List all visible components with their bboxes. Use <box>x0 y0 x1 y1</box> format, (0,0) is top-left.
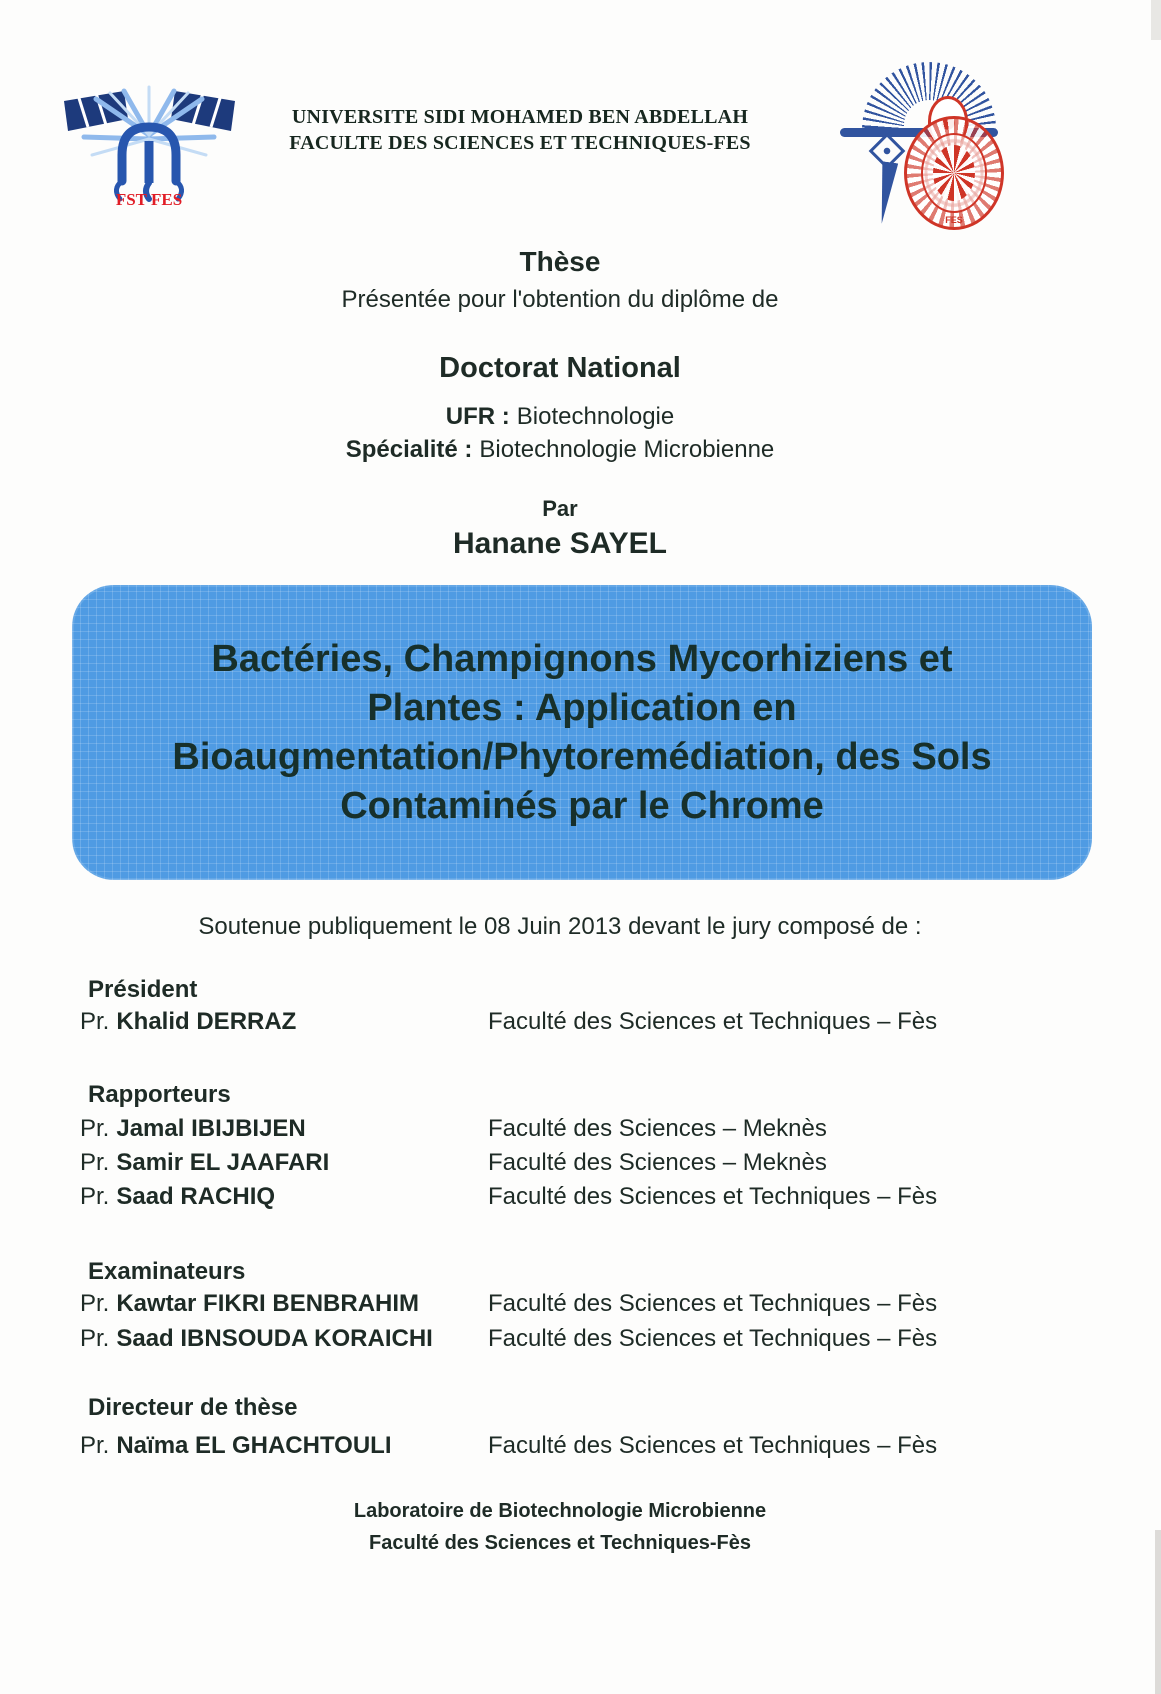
defense-statement: Soutenue publiquement le 08 Juin 2013 devant le jury composé de : <box>198 913 922 940</box>
scan-edge-artifact <box>1155 1530 1161 1694</box>
jury-member-affiliation: Faculté des Sciences – Meknès <box>488 1115 827 1142</box>
jury-member-name: Pr. Samir EL JAAFARI <box>80 1149 330 1176</box>
jury-member-affiliation: Faculté des Sciences et Techniques – Fès <box>488 1432 938 1459</box>
thesis-title-line: Contaminés par le Chrome <box>340 784 824 827</box>
ufr-line <box>0 403 1120 431</box>
jury-member-affiliation: Faculté des Sciences et Techniques – Fès <box>488 1290 938 1317</box>
laboratory-name: Laboratoire de Biotechnologie Microbienne <box>353 1500 767 1522</box>
thesis-title-box <box>72 585 1092 880</box>
thesis-title-line: Bactéries, Champignons Mycorhiziens et <box>211 637 953 680</box>
thesis-title-line: Plantes : Application en <box>367 686 797 729</box>
fst-fes-logo-label: FST FES <box>115 190 183 207</box>
jury-member-row <box>80 1183 1090 1211</box>
seal-torch <box>874 161 898 225</box>
jury-member-row <box>80 1008 1090 1036</box>
jury-member-affiliation: Faculté des Sciences – Meknès <box>488 1149 827 1176</box>
author-name: Hanane SAYEL <box>453 527 667 560</box>
ufr-value: Biotechnologie <box>516 403 675 430</box>
by-label: Par <box>542 496 578 521</box>
university-name-line1: UNIVERSITE SIDI MOHAMED BEN ABDELLAH <box>291 106 749 128</box>
faculty-name-line2: FACULTE DES SCIENCES ET TECHNIQUES-FES <box>289 132 751 154</box>
thesis-title <box>172 635 991 831</box>
jury-member-name: Pr. Saad RACHIQ <box>80 1183 276 1210</box>
document-type: Thèse <box>519 246 601 277</box>
ufr-label: UFR : <box>445 403 510 430</box>
jury-member-name: Pr. Naïma EL GHACHTOULI <box>80 1432 392 1459</box>
degree-title: Doctorat National <box>439 352 681 384</box>
university-name <box>265 104 775 156</box>
jury-role-directeur: Directeur de thèse <box>88 1394 298 1421</box>
jury-member-affiliation: Faculté des Sciences et Techniques – Fès <box>488 1325 938 1352</box>
fst-fes-logo <box>62 85 237 207</box>
jury-member-row <box>80 1115 1090 1143</box>
jury-role-rapporteurs: Rapporteurs <box>88 1081 231 1108</box>
specialty-value: Biotechnologie Microbienne <box>479 436 775 463</box>
seal-rosette <box>904 116 1004 230</box>
seal-label: FES <box>945 215 963 225</box>
jury-member-name: Pr. Saad IBNSOUDA KORAICHI <box>80 1325 433 1352</box>
jury-member-row <box>80 1290 1090 1318</box>
jury-member-name: Pr. Khalid DERRAZ <box>80 1008 297 1035</box>
jury-member-row <box>80 1149 1090 1177</box>
scan-edge-artifact <box>1151 0 1161 40</box>
jury-member-row <box>80 1325 1090 1353</box>
jury-role-president: Président <box>88 976 198 1003</box>
specialty-line <box>0 436 1120 464</box>
thesis-title-line: Bioaugmentation/Phytoremédiation, des Sols <box>172 735 992 778</box>
jury-member-row <box>80 1432 1090 1460</box>
jury-member-affiliation: Faculté des Sciences et Techniques – Fès <box>488 1008 938 1035</box>
jury-member-name: Pr. Jamal IBIJBIJEN <box>80 1115 306 1142</box>
jury-member-name: Pr. Kawtar FIKRI BENBRAHIM <box>80 1290 420 1317</box>
presentation-subtitle: Présentée pour l'obtention du diplôme de <box>341 286 779 313</box>
jury-member-affiliation: Faculté des Sciences et Techniques – Fès <box>488 1183 938 1210</box>
fst-fes-logo-graphic <box>62 85 237 207</box>
jury-role-examinateurs: Examinateurs <box>88 1258 246 1285</box>
specialty-label: Spécialité : <box>345 436 473 463</box>
laboratory-faculty: Faculté des Sciences et Techniques-Fès <box>369 1532 751 1554</box>
university-seal-logo <box>840 58 998 236</box>
